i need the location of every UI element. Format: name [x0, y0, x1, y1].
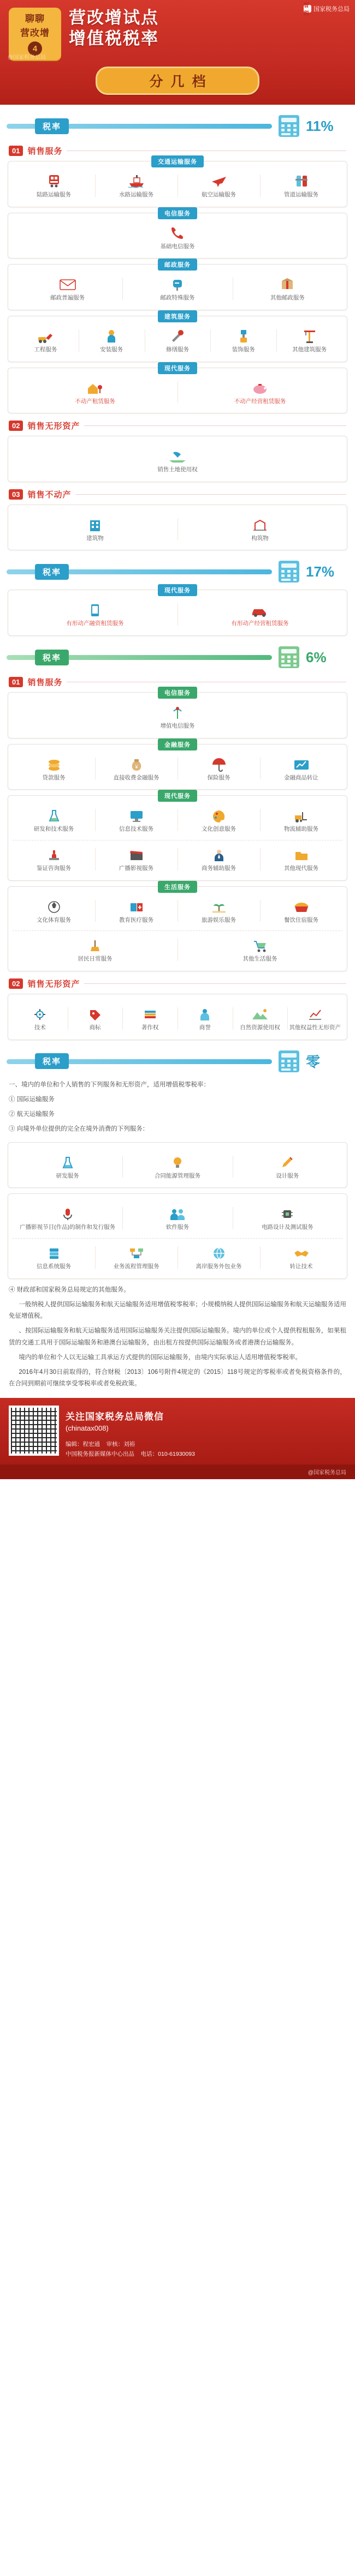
item-engineering[interactable] — [13, 326, 79, 357]
card-transport-service — [8, 161, 347, 207]
page-subtitle: 分几档 — [96, 67, 259, 95]
land-icon — [168, 447, 187, 464]
item-other-construction[interactable] — [276, 326, 342, 357]
item-label: 有形动产经营租赁服务 — [231, 620, 289, 627]
item-radio-film-tv-prod[interactable] — [13, 1204, 122, 1235]
item-label: 离岸服务外包业务 — [196, 1263, 242, 1270]
card-tab: 电信服务 — [158, 207, 197, 219]
item-label: 业务流程管理服务 — [113, 1263, 159, 1270]
item-label: 不动产租赁服务 — [75, 398, 115, 405]
card-tab: 现代服务 — [158, 790, 197, 802]
section-title: 销售无形资产 — [27, 979, 80, 989]
item-software-service[interactable] — [122, 1204, 232, 1235]
card-modern-service-11 — [8, 365, 347, 414]
rate-label: 税率 — [35, 564, 69, 580]
page-header — [0, 0, 355, 105]
item-label: 金融商品转让 — [284, 774, 318, 781]
section-number: 03 — [9, 489, 23, 500]
rate-banner-17 — [7, 559, 348, 584]
rate-value-zero: 零 — [306, 1054, 322, 1071]
item-rnd-tech[interactable] — [13, 806, 95, 837]
zero-intro: 一、境内的单位和个人销售的下列服务和无形资产，适用增值税零税率： — [9, 1081, 210, 1088]
server-icon — [47, 1244, 61, 1260]
item-label: 广播影视节目(作品)的制作和发行服务 — [20, 1224, 116, 1231]
mailbox-icon — [169, 275, 186, 292]
section-head-intangible-6 — [9, 978, 346, 989]
item-building[interactable] — [13, 515, 177, 546]
item-label: 建筑物 — [86, 535, 104, 542]
flask-icon — [47, 807, 61, 823]
item-design-service[interactable] — [233, 1152, 342, 1184]
item-other-life[interactable] — [177, 935, 342, 966]
paint-icon — [236, 327, 251, 344]
card-telecom-service-6 — [8, 692, 347, 738]
forklift-icon — [293, 807, 310, 823]
item-installation[interactable] — [79, 326, 145, 357]
item-label: 教育医疗服务 — [119, 916, 153, 923]
item-label: 基础电信服务 — [160, 243, 195, 250]
item-label: 安装服务 — [100, 346, 123, 353]
item-label: 设计服务 — [276, 1172, 299, 1179]
building-icon — [87, 516, 103, 532]
item-label: 物流辅助服务 — [284, 826, 318, 833]
monitor-icon — [128, 807, 145, 823]
series-badge-number: 4 — [28, 41, 42, 56]
restaurant-icon — [293, 898, 310, 914]
card-zero-group-1 — [8, 1142, 347, 1188]
section-head-sales-service-6 — [9, 676, 346, 688]
rate-value-17: 17% — [306, 563, 335, 580]
item-insurance-service[interactable] — [177, 754, 260, 785]
mic-icon — [61, 1205, 74, 1221]
item-label: 商务辅助服务 — [202, 865, 236, 872]
mountain-icon — [251, 1005, 269, 1022]
item-label: 自然资源使用权 — [240, 1024, 280, 1031]
rate-strip — [7, 119, 272, 133]
folder-icon — [293, 846, 310, 862]
calculator-icon — [276, 560, 301, 584]
qr-code-image — [11, 1408, 57, 1454]
item-label: 管道运输服务 — [284, 191, 318, 198]
page-footer — [0, 1398, 355, 1465]
item-postal-universal[interactable] — [13, 274, 122, 305]
parcel-icon — [279, 275, 295, 292]
item-tech-transfer[interactable] — [260, 1243, 342, 1274]
money-bag-icon — [128, 755, 145, 772]
item-label: 电路设计及测试服务 — [262, 1224, 313, 1231]
item-label: 保险服务 — [207, 774, 230, 781]
item-label: 转让技术 — [289, 1263, 313, 1270]
section-head-immovable-11 — [9, 489, 346, 500]
item-label: 餐饮住宿服务 — [284, 916, 318, 923]
item-label: 其他现代服务 — [284, 865, 318, 872]
item-label: 陆路运输服务 — [37, 191, 71, 198]
page-title-line2: 增值税税率 — [69, 28, 159, 48]
item-label: 合同能源管理服务 — [154, 1172, 200, 1179]
item-label: 商誉 — [199, 1024, 211, 1031]
clapper-icon — [128, 846, 145, 862]
tools-icon — [170, 327, 185, 344]
structure-icon — [252, 516, 268, 532]
calculator-icon — [276, 1049, 301, 1073]
item-label: 信息系统服务 — [37, 1263, 71, 1270]
zero-list-item-1: ① 国际运输服务 — [9, 1096, 55, 1103]
series-badge-line2: 营改增 — [20, 28, 50, 38]
zero-note: ④ 财政部和国家税务总局规定的其他服务。 — [9, 1286, 130, 1293]
item-label: 贷款服务 — [42, 774, 66, 781]
footer-tel: 电话：010-61930093 — [140, 1450, 195, 1457]
item-label: 软件服务 — [165, 1224, 189, 1231]
header-watermark: @国家税务总局 — [8, 55, 46, 61]
worker-icon — [104, 327, 119, 344]
stamp-icon — [46, 846, 62, 862]
item-resident-daily[interactable] — [13, 935, 177, 966]
cart-icon — [252, 936, 268, 953]
tag-icon — [87, 1005, 103, 1022]
person-star-icon — [198, 1005, 212, 1022]
card-tab: 电信服务 — [158, 687, 197, 699]
piggy-icon — [251, 379, 269, 395]
item-label: 技术 — [34, 1024, 46, 1031]
rate-value-11: 11% — [306, 117, 334, 134]
item-label: 鉴证咨询服务 — [37, 865, 71, 872]
bulb-icon — [170, 1154, 185, 1170]
item-tangible-finance-lease[interactable] — [13, 600, 177, 631]
item-copyright[interactable] — [122, 1004, 177, 1035]
flow-icon — [128, 1244, 145, 1260]
page-title-line1: 营改增试点 — [69, 8, 159, 27]
brand-mark: 智税 — [304, 5, 311, 13]
zero-para2: 一般纳税人提供国际运输服务和航天运输服务适用增值税零税率；小规模纳税人提供国际运输服务和航天运输服务适用免征增值税。 — [9, 1301, 346, 1320]
pencil-icon — [280, 1154, 295, 1170]
item-tangible-operating-lease[interactable] — [177, 600, 342, 631]
antenna-icon — [169, 704, 186, 720]
item-loan-service[interactable] — [13, 754, 95, 785]
card-telecom-service-11 — [8, 210, 347, 259]
card-intangible-6 — [8, 994, 347, 1040]
item-goodwill[interactable] — [177, 1004, 233, 1035]
item-food-accommodation[interactable] — [260, 897, 342, 928]
item-business-process-mgmt[interactable] — [95, 1243, 177, 1274]
item-natural-resource-right[interactable] — [233, 1004, 288, 1035]
brand-suffix: 国家税务总局 — [313, 6, 350, 13]
item-logistics-aux[interactable] — [260, 806, 342, 837]
card-zero-group-2 — [8, 1193, 347, 1278]
excavator-icon — [36, 327, 55, 344]
suit-icon — [212, 846, 226, 862]
item-rnd-service[interactable] — [13, 1152, 122, 1184]
item-label: 工程服务 — [34, 346, 57, 353]
item-postal-other[interactable] — [233, 274, 342, 305]
card-immovable-11 — [8, 505, 347, 551]
card-tab: 生活服务 — [158, 881, 197, 893]
gear-net-icon — [32, 1005, 48, 1022]
item-structure[interactable] — [177, 515, 342, 546]
item-info-system-service[interactable] — [13, 1243, 95, 1274]
item-real-estate-lease[interactable] — [13, 378, 177, 409]
flask2-icon — [60, 1154, 75, 1170]
card-postal-service — [8, 264, 347, 310]
item-label: 其他权益性无形资产 — [289, 1024, 341, 1031]
plane-icon — [210, 172, 228, 189]
item-trademark[interactable] — [68, 1004, 123, 1035]
item-repair[interactable] — [145, 326, 211, 357]
item-label: 装饰服务 — [232, 346, 255, 353]
card-life-service — [8, 886, 347, 971]
zero-notes-block — [9, 1284, 346, 1390]
chip-icon — [280, 1205, 295, 1221]
qr-code[interactable] — [9, 1406, 59, 1456]
card-financial-service — [8, 741, 347, 790]
rate-banner-zero — [7, 1049, 348, 1074]
rate-banner-11 — [7, 113, 348, 139]
item-land-transport[interactable] — [13, 171, 95, 202]
item-other-equity-intangible[interactable] — [287, 1004, 342, 1035]
item-label: 修缮服务 — [165, 346, 189, 353]
section-title: 销售服务 — [27, 147, 63, 156]
rate-label: 税率 — [35, 1053, 69, 1069]
item-label: 其他建筑服务 — [292, 346, 327, 353]
ball-icon — [46, 898, 62, 914]
car-icon — [250, 601, 270, 617]
item-education-medical[interactable] — [95, 897, 177, 928]
item-value-added-telecom[interactable] — [13, 702, 342, 734]
footer-reviewer: 审核：刘裕 — [106, 1440, 135, 1448]
rate-strip — [7, 650, 272, 664]
item-water-transport[interactable] — [95, 171, 177, 202]
item-pipeline-transport[interactable] — [260, 171, 342, 202]
item-label: 商标 — [89, 1024, 101, 1031]
item-label: 信息技术服务 — [119, 826, 153, 833]
section-title: 销售无形资产 — [27, 422, 80, 431]
item-label: 不动产经营租赁服务 — [234, 398, 286, 405]
footer-watermark: @国家税务总局 — [0, 1464, 355, 1479]
card-intangible-11 — [8, 436, 347, 482]
footer-title: 关注国家税务总局微信 — [66, 1411, 164, 1422]
item-label: 其他生活服务 — [242, 956, 277, 963]
crane-icon — [302, 327, 317, 344]
item-land-use-right[interactable] — [13, 446, 342, 477]
item-label: 水路运输服务 — [119, 191, 153, 198]
item-basic-telecom[interactable] — [13, 223, 342, 254]
rate-label: 税率 — [35, 650, 69, 665]
palette-icon — [211, 807, 227, 823]
phone-icon — [168, 224, 187, 241]
item-label: 著作权 — [141, 1024, 159, 1031]
house-key-icon — [86, 379, 104, 395]
item-label: 旅游娱乐服务 — [202, 916, 236, 923]
card-tab: 邮政服务 — [158, 259, 197, 271]
section-title: 销售服务 — [27, 678, 63, 688]
section-head-sales-service-11 — [9, 145, 346, 157]
card-tab: 金融服务 — [158, 738, 197, 750]
zero-para4: 境内的单位和个人以无运输工具承运方式提供的国际运输服务，由境内实际承运人适用增值税零税率。 — [19, 1354, 301, 1361]
item-postal-special[interactable] — [122, 274, 232, 305]
chart-up-icon — [307, 1005, 323, 1022]
train-icon — [46, 172, 62, 189]
item-label: 其他邮政服务 — [270, 295, 305, 302]
handshake-icon — [293, 1244, 310, 1260]
item-technology[interactable] — [13, 1004, 68, 1035]
rate-label: 税率 — [35, 118, 69, 134]
item-label: 研发服务 — [56, 1172, 79, 1179]
ship-icon — [127, 172, 146, 189]
zero-list-item-2: ② 航天运输服务 — [9, 1111, 55, 1118]
item-label: 航空运输服务 — [202, 191, 236, 198]
footer-wechat-id: (chinatax008) — [66, 1424, 109, 1432]
item-label: 文化体育服务 — [37, 916, 71, 923]
item-radio-film-tv[interactable] — [95, 845, 177, 876]
item-label: 研发和技术服务 — [33, 826, 74, 833]
item-label: 居民日常服务 — [78, 956, 113, 963]
people-icon — [169, 1205, 186, 1221]
card-tab: 现代服务 — [158, 584, 197, 596]
zero-para5: 2016年4月30日前取得的，符合财税〔2013〕106号附件4规定的《2015〕118号规定的零税率或者免税资格条件的，在合同到期前可继续享受零税率或者免税政策。 — [9, 1369, 346, 1388]
section-number: 02 — [9, 978, 23, 989]
card-modern-service-17 — [8, 587, 347, 636]
item-direct-charge-finance[interactable] — [95, 754, 177, 785]
footer-source: 中国税务报新媒体中心出品 — [66, 1450, 134, 1457]
item-label: 有形动产融资租赁服务 — [66, 620, 124, 627]
item-label: 销售土地使用权 — [157, 466, 198, 473]
palm-icon — [211, 898, 227, 914]
item-offshore-outsourcing[interactable] — [177, 1243, 260, 1274]
item-label: 构筑物 — [251, 535, 269, 542]
footer-editor: 编辑：程宏通 — [66, 1440, 100, 1448]
brand-logo — [304, 3, 350, 17]
item-it-service[interactable] — [95, 806, 177, 837]
zero-list-item-3: ③ 向境外单位提供的完全在境外消费的下列服务： — [9, 1126, 149, 1133]
card-construction-service — [8, 313, 347, 362]
umbrella-icon — [211, 755, 227, 772]
item-certification-consult[interactable] — [13, 845, 95, 876]
series-badge-line1: 聊聊 — [25, 14, 45, 24]
envelope-icon — [58, 275, 77, 292]
item-culture-sport[interactable] — [13, 897, 95, 928]
item-circuit-design[interactable] — [233, 1204, 342, 1235]
item-label: 邮政普遍服务 — [50, 295, 85, 302]
rate-strip — [7, 1054, 272, 1068]
item-contract-energy[interactable] — [122, 1152, 232, 1184]
item-label: 直接收费金融服务 — [113, 774, 159, 781]
item-other-modern[interactable] — [260, 845, 342, 876]
zero-rate-intro-block — [9, 1079, 346, 1136]
item-decoration[interactable] — [210, 326, 276, 357]
rate-banner-6 — [7, 645, 348, 670]
section-number: 01 — [9, 146, 23, 156]
globe-icon — [211, 1244, 227, 1260]
chart-icon — [292, 755, 311, 772]
book-cross-icon — [128, 898, 145, 914]
card-modern-service-6 — [8, 795, 347, 880]
card-tab: 交通运输服务 — [151, 155, 204, 167]
item-label: 广播影视服务 — [119, 865, 153, 872]
item-culture-creative[interactable] — [177, 806, 260, 837]
item-label: 文化创意服务 — [202, 826, 236, 833]
item-label: 邮政特殊服务 — [160, 295, 195, 302]
rate-strip — [7, 565, 272, 579]
card-tab: 建筑服务 — [158, 310, 197, 322]
svg-text:¥: ¥ — [134, 764, 138, 770]
section-number: 02 — [9, 421, 23, 431]
item-real-estate-operating-lease[interactable] — [177, 378, 342, 409]
books-icon — [143, 1005, 158, 1022]
item-business-aux[interactable] — [177, 845, 260, 876]
section-head-intangible-11 — [9, 420, 346, 431]
item-tourism-entertain[interactable] — [177, 897, 260, 928]
calculator-icon — [276, 645, 301, 669]
section-number: 01 — [9, 677, 23, 687]
broom-icon — [88, 936, 102, 953]
section-title: 销售不动产 — [27, 490, 72, 500]
coins-icon — [46, 755, 62, 772]
item-label: 增值电信服务 — [160, 723, 195, 730]
item-air-transport[interactable] — [177, 171, 260, 202]
calculator-icon — [276, 114, 301, 138]
card-tab: 现代服务 — [158, 362, 197, 374]
zero-para3: 、按国际运输服务和航天运输服务适用国际运输服务关注提供国际运输服务。境内的单位或个人提供程租服务，如果租赁的交通工具用于国际运输服务和港澳台运输服务，由出租方按提供国际运输服务或者港澳台运输服务。 — [9, 1328, 346, 1346]
item-financial-products[interactable] — [260, 754, 342, 785]
pipe-icon — [293, 172, 310, 189]
tablet-icon — [87, 601, 103, 617]
rate-value-6: 6% — [306, 648, 327, 665]
